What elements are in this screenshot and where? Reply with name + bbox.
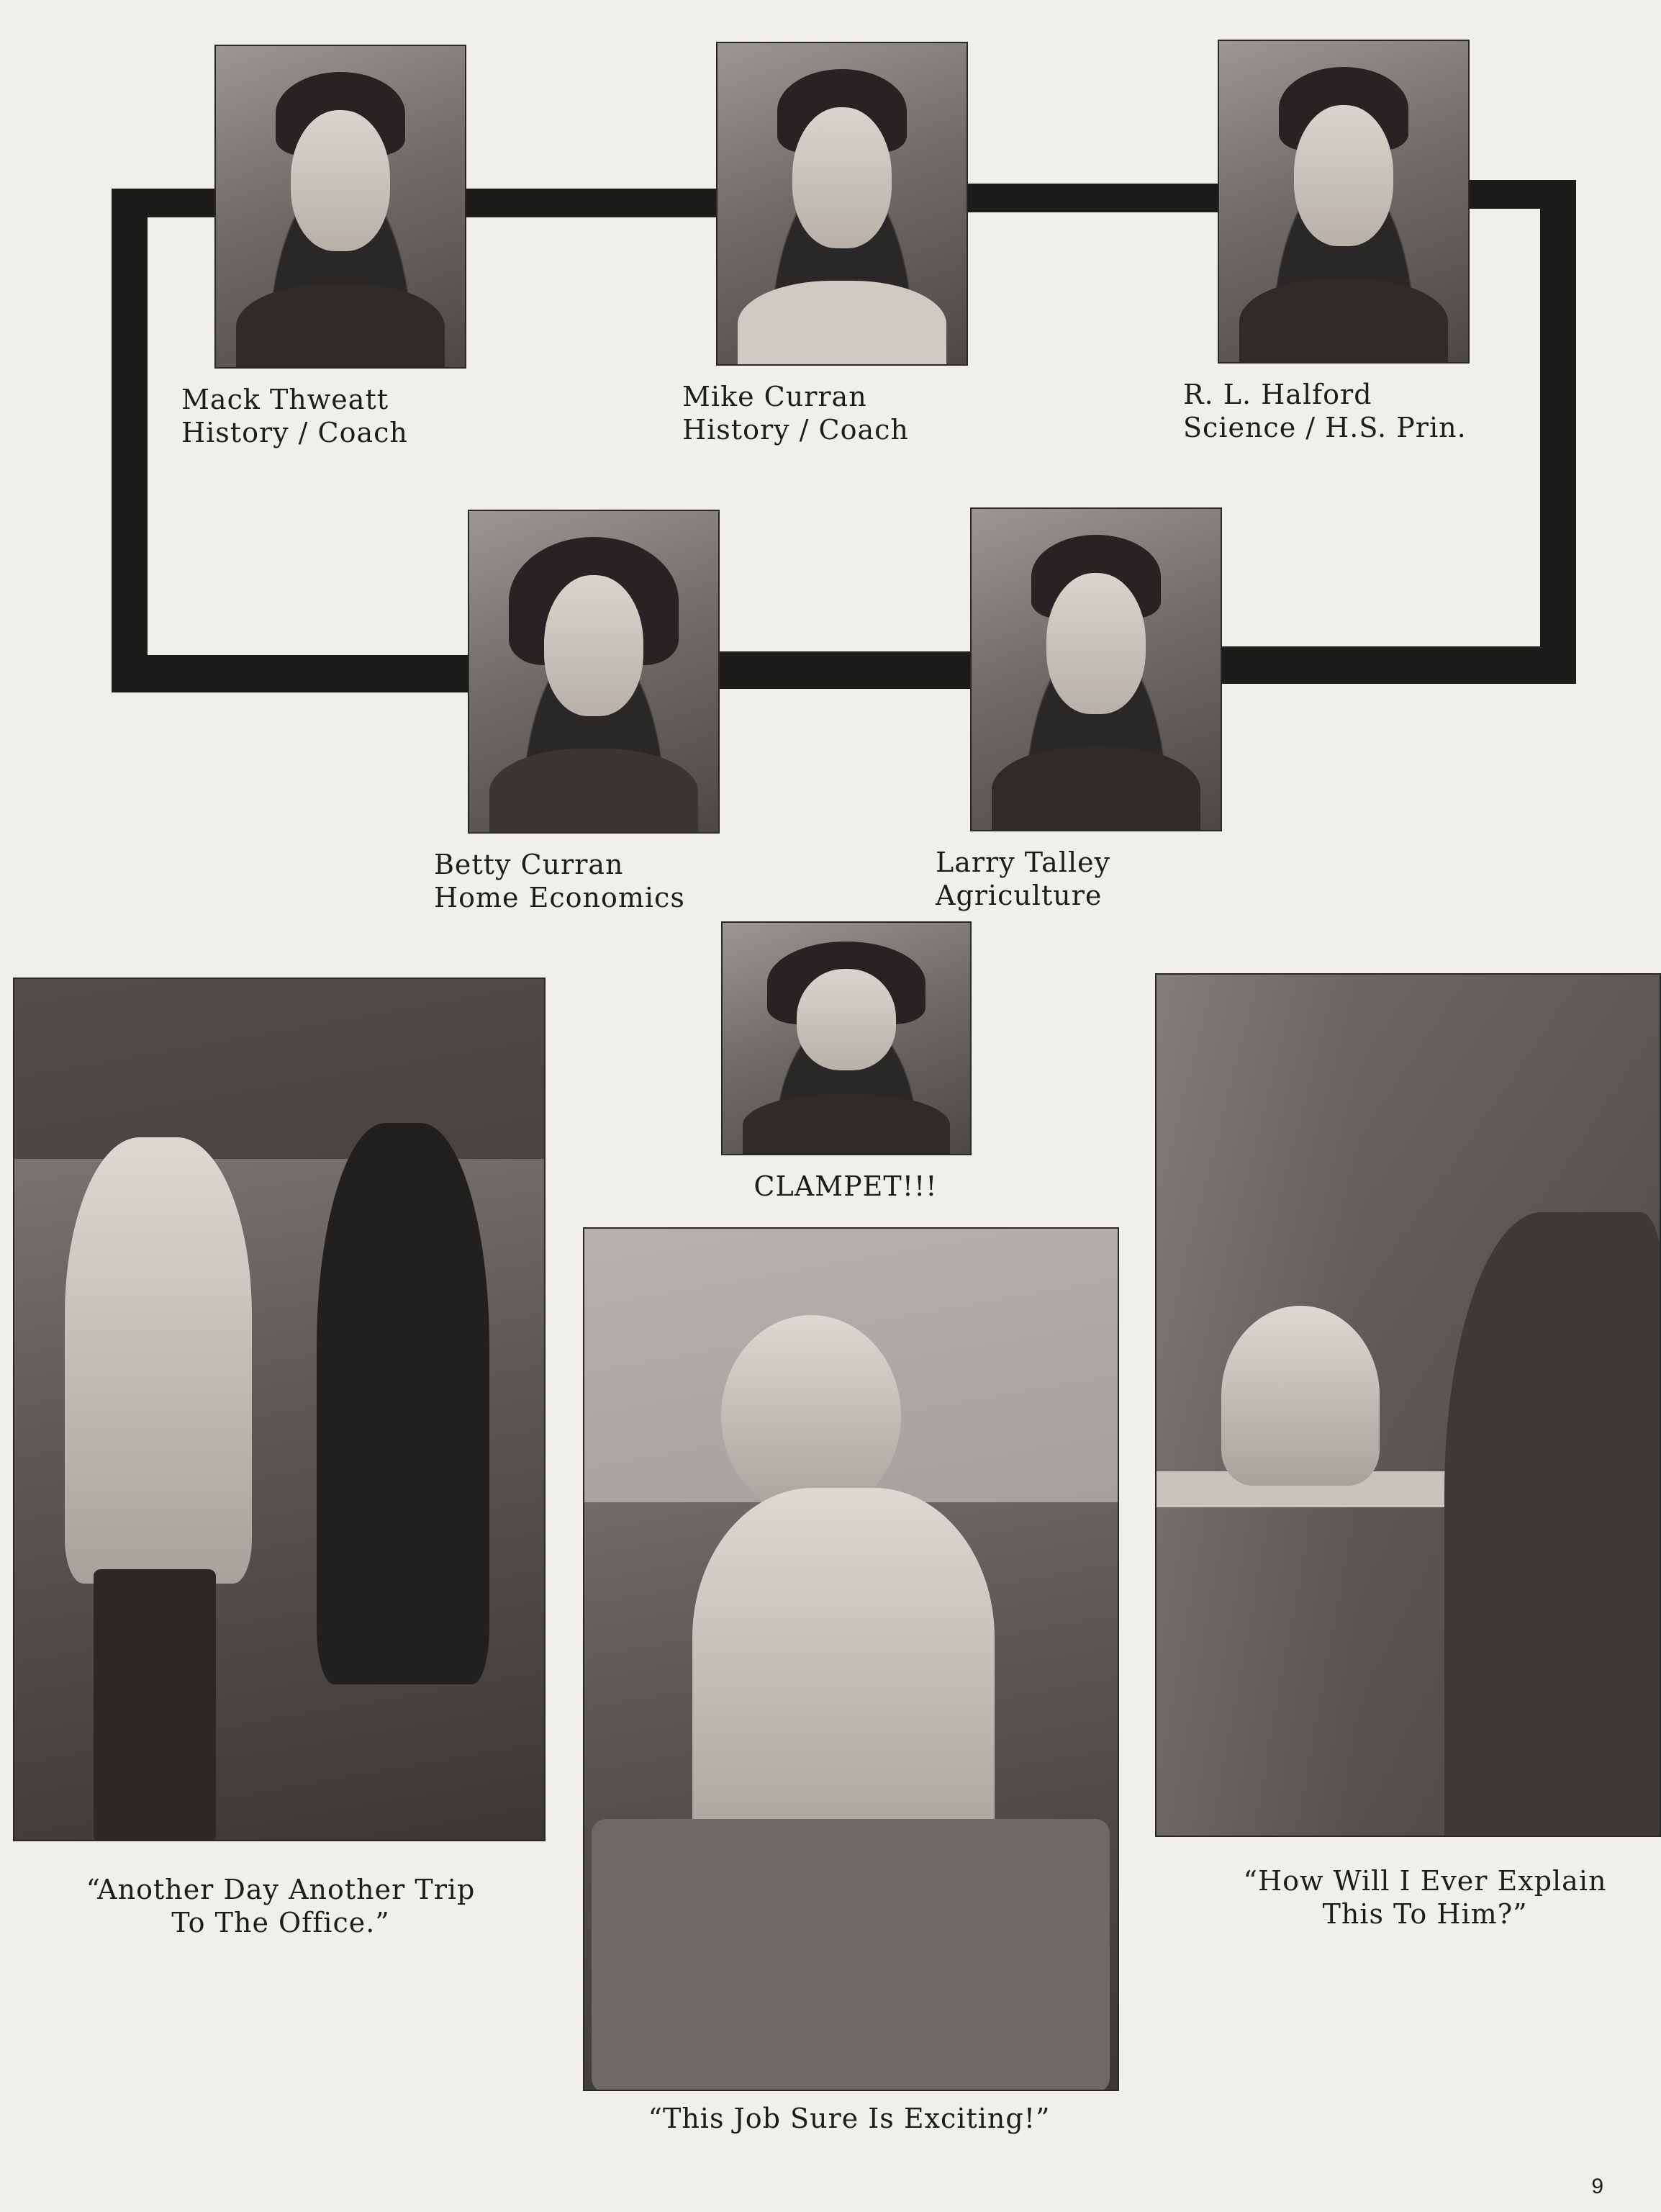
caption-mack-thweatt bbox=[181, 383, 408, 449]
faculty-role: Agriculture bbox=[936, 880, 1103, 911]
caption-clampet-text: CLAMPET!!! bbox=[753, 1170, 938, 1202]
faculty-name: Betty Curran bbox=[434, 849, 624, 880]
faculty-role: Home Economics bbox=[434, 882, 685, 913]
photo-seated-man-candid bbox=[583, 1227, 1119, 2091]
caption-office-trip-line2: To The Office.” bbox=[171, 1907, 390, 1938]
portrait-mike-curran bbox=[716, 42, 968, 366]
caption-larry-talley bbox=[936, 846, 1110, 912]
faculty-name: Mike Curran bbox=[682, 381, 867, 412]
connector-frame-left bbox=[112, 189, 148, 692]
caption-office-trip bbox=[43, 1873, 518, 1939]
faculty-name: Mack Thweatt bbox=[181, 384, 389, 415]
faculty-name: Larry Talley bbox=[936, 847, 1111, 878]
connector-frame-top-mid bbox=[464, 189, 716, 217]
caption-rl-halford bbox=[1183, 378, 1467, 444]
faculty-name: R. L. Halford bbox=[1183, 379, 1372, 410]
caption-exciting-text: “This Job Sure Is Exciting!” bbox=[648, 2103, 1051, 2134]
photo-hallway-candid bbox=[13, 978, 546, 1841]
faculty-role: Science / H.S. Prin. bbox=[1183, 412, 1467, 443]
photo-clampet bbox=[721, 921, 972, 1155]
faculty-role: History / Coach bbox=[181, 417, 408, 448]
caption-betty-curran bbox=[434, 848, 685, 914]
portrait-rl-halford bbox=[1218, 40, 1470, 364]
portrait-larry-talley bbox=[970, 507, 1222, 831]
caption-explain-line2: This To Him?” bbox=[1322, 1898, 1528, 1930]
caption-exciting bbox=[561, 2102, 1137, 2135]
caption-clampet bbox=[648, 1170, 1044, 1203]
connector-frame-bottom-right bbox=[1220, 646, 1576, 684]
photo-office-candid bbox=[1155, 973, 1661, 1837]
connector-frame-bottom-mid bbox=[716, 651, 975, 689]
faculty-role: History / Coach bbox=[682, 414, 909, 446]
connector-frame-top-right bbox=[968, 184, 1220, 212]
caption-explain bbox=[1223, 1864, 1626, 1931]
connector-frame-bottom-left bbox=[112, 655, 471, 692]
page-number: 9 bbox=[1591, 2175, 1603, 2198]
caption-office-trip-line1: “Another Day Another Trip bbox=[86, 1874, 476, 1905]
caption-mike-curran bbox=[682, 380, 909, 446]
portrait-betty-curran bbox=[468, 510, 720, 834]
connector-frame-right bbox=[1540, 180, 1576, 684]
caption-explain-line1: “How Will I Ever Explain bbox=[1243, 1865, 1607, 1897]
portrait-mack-thweatt bbox=[214, 45, 466, 369]
